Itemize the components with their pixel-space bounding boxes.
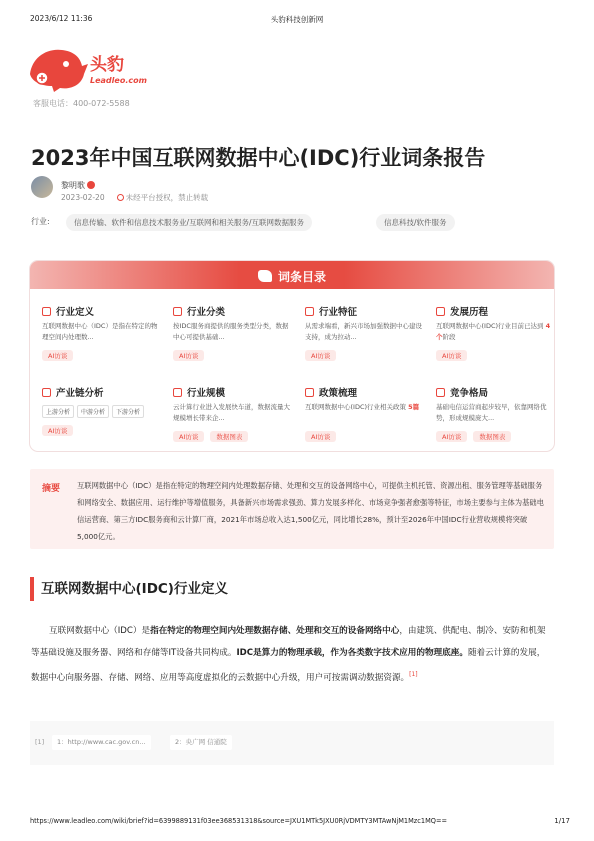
abstract-text: 互联网数据中心（IDC）是指在特定的物理空间内处理数据存储、处理和交互的设备网络中心，可提供主机托管、资源出租、服务管理等基础服务和网络安全、数据应用、运行维护等增值服务，具备新兴市场需求强劲、算力发展多样化、市场竞争强者愈强等特征，市场主要参与主体为基础电信运营商、第三方IDC服务商和云计算厂商，2021年市场总收入达1,500亿元，同比增长28%，预计至2026年中国IDC行业营收规模将突破5,000亿元。 (77, 481, 544, 541)
catalog-item-history[interactable]: 发展历程 互联网数据中心(IDC)行业目前已达到 4个阶段 AI访谈 (436, 304, 554, 362)
author-name[interactable]: 黎明歌 (61, 181, 85, 190)
print-datetime: 2023/6/12 11:36 (30, 14, 93, 23)
bar-chart-icon (173, 388, 182, 397)
catalog-item-scale[interactable]: 行业规模 云计算行业进入发展快车道，数据流量大规模增长带来企... AI访谈 数据图表 (173, 388, 290, 441)
ai-interview-tag[interactable]: AI访谈 (436, 350, 467, 361)
hierarchy-icon (173, 307, 182, 316)
publish-date: 2023-02-20 (61, 193, 105, 202)
catalog-item-desc: 互联网数据中心（IDC）是指在特定的物理空间内处理数... (42, 322, 158, 341)
catalog-item-policy[interactable]: 政策梳理 互联网数据中心(IDC)行业相关政策 5篇 AI访谈 (305, 385, 423, 443)
policy-icon (305, 388, 314, 397)
catalog-item-desc: 基础电信运营商起步较早，依靠网络优势，形成规模庞大... (436, 403, 547, 422)
ai-interview-tag[interactable]: AI访谈 (436, 431, 467, 442)
logo-url: Leadleo.com (90, 76, 147, 85)
page-footer (30, 817, 570, 825)
catalog-item-desc: 互联网数据中心(IDC)行业目前已达到 4个阶段 (436, 322, 551, 341)
page-title: 2023年中国互联网数据中心(IDC)行业词条报告 (31, 146, 486, 170)
catalog-item-desc: 从需求端看，新兴市场加强数据中心建设支持，成为拉动... (305, 322, 422, 341)
industry-tag[interactable]: 信息传输、软件和信息技术服务业/互联网和相关服务/互联网数据服务 (66, 214, 312, 231)
milestone-icon (436, 307, 445, 316)
forbidden-icon (117, 194, 124, 201)
ai-interview-tag[interactable]: AI访谈 (42, 350, 73, 361)
ai-interview-tag[interactable]: AI访谈 (173, 350, 204, 361)
reference-index: [1] (35, 738, 45, 746)
author-avatar[interactable] (31, 176, 53, 198)
data-chart-tag[interactable]: 数据图表 (210, 431, 248, 442)
abstract-label: 摘要 (42, 484, 61, 494)
catalog-item-classification[interactable]: 行业分类 按IDC服务商提供的服务类型分类，数据中心可提供基础... AI访谈 (173, 304, 291, 362)
search-icon (42, 307, 51, 316)
page-number: 1/17 (554, 817, 570, 825)
catalog-item-desc: 互联网数据中心(IDC)行业相关政策 5篇 (305, 403, 420, 411)
ai-interview-tag[interactable]: AI访谈 (305, 431, 336, 442)
leadleo-logo[interactable] (28, 44, 188, 94)
site-name: 头豹科技创新网 (270, 15, 324, 24)
data-chart-tag[interactable]: 数据图表 (473, 431, 511, 442)
verified-badge-icon (87, 181, 95, 189)
industry-label: 行业: (31, 217, 50, 226)
catalog-item-chain[interactable]: 产业链分析 上游分析 中游分析 下游分析 AI访谈 (42, 385, 160, 437)
section-title: 互联网数据中心(IDC)行业定义 (30, 577, 228, 601)
upstream-tag[interactable]: 上游分析 (42, 405, 74, 418)
ai-interview-tag[interactable]: AI访谈 (42, 425, 73, 436)
ai-interview-tag[interactable]: AI访谈 (305, 350, 336, 361)
pie-chart-icon (436, 388, 445, 397)
article-meta (61, 192, 208, 203)
midstream-tag[interactable]: 中游分析 (77, 405, 109, 418)
catalog-item-competition[interactable]: 竞争格局 基础电信运营商起步较早，依靠网络优势，形成规模庞大... AI访谈 数据图表 (436, 385, 554, 443)
author-name-row (61, 180, 95, 191)
footer-url: https://www.leadleo.com/wiki/brief?id=6399889131f03ee368531318&source=JXU1MTk5JXU0RjVDMTY3MTAwNjM1Mzc1MQ== (30, 817, 447, 825)
chain-icon (42, 388, 51, 397)
definition-paragraph: 互联网数据中心（IDC）是指在特定的物理空间内处理数据存储、处理和交互的设备网络中心，由建筑、供配电、制冷、安防和机架等基础设施及服务器、网络和存储等IT设备共同构成。IDC是算力的物理承载，作为各类数字技术应用的物理底座。随着云计算的发展，数据中心向服务器、存储、网络、应用等高度虚拟化的云数据中心升级，用户可按需调动数据资源。[1] (31, 626, 546, 683)
footnote-link[interactable]: [1] (409, 671, 418, 678)
catalog-item-definition[interactable]: 行业定义 互联网数据中心（IDC）是指在特定的物理空间内处理数... AI访谈 (42, 304, 160, 362)
catalog-item-features[interactable]: 行业特征 从需求端看，新兴市场加强数据中心建设支持，成为拉动... AI访谈 (305, 307, 422, 360)
service-phone: 客服电话：400-072-5588 (33, 99, 130, 108)
ai-interview-tag[interactable]: AI访谈 (173, 431, 204, 442)
abstract-box (30, 469, 554, 549)
catalog-card (30, 261, 554, 451)
leopard-icon (258, 270, 272, 282)
copyright-notice: 未经平台授权，禁止转载 (125, 193, 209, 202)
catalog-item-desc: 按IDC服务商提供的服务类型分类，数据中心可提供基础... (173, 322, 289, 341)
catalog-item-desc: 云计算行业进入发展快车道，数据流量大规模增长带来企... (173, 403, 290, 422)
downstream-tag[interactable]: 下游分析 (112, 405, 144, 418)
references-box (30, 721, 554, 765)
logo-wordmark: 头豹 (90, 55, 124, 75)
reference-link[interactable]: 1：http://www.cac.gov.cn... (52, 735, 151, 750)
reference-link[interactable]: 2：央广网 信通院 (170, 735, 232, 750)
industry-tag[interactable]: 信息科技/软件服务 (376, 214, 455, 231)
features-icon (305, 307, 314, 316)
catalog-title: 词条目录 (30, 268, 554, 285)
